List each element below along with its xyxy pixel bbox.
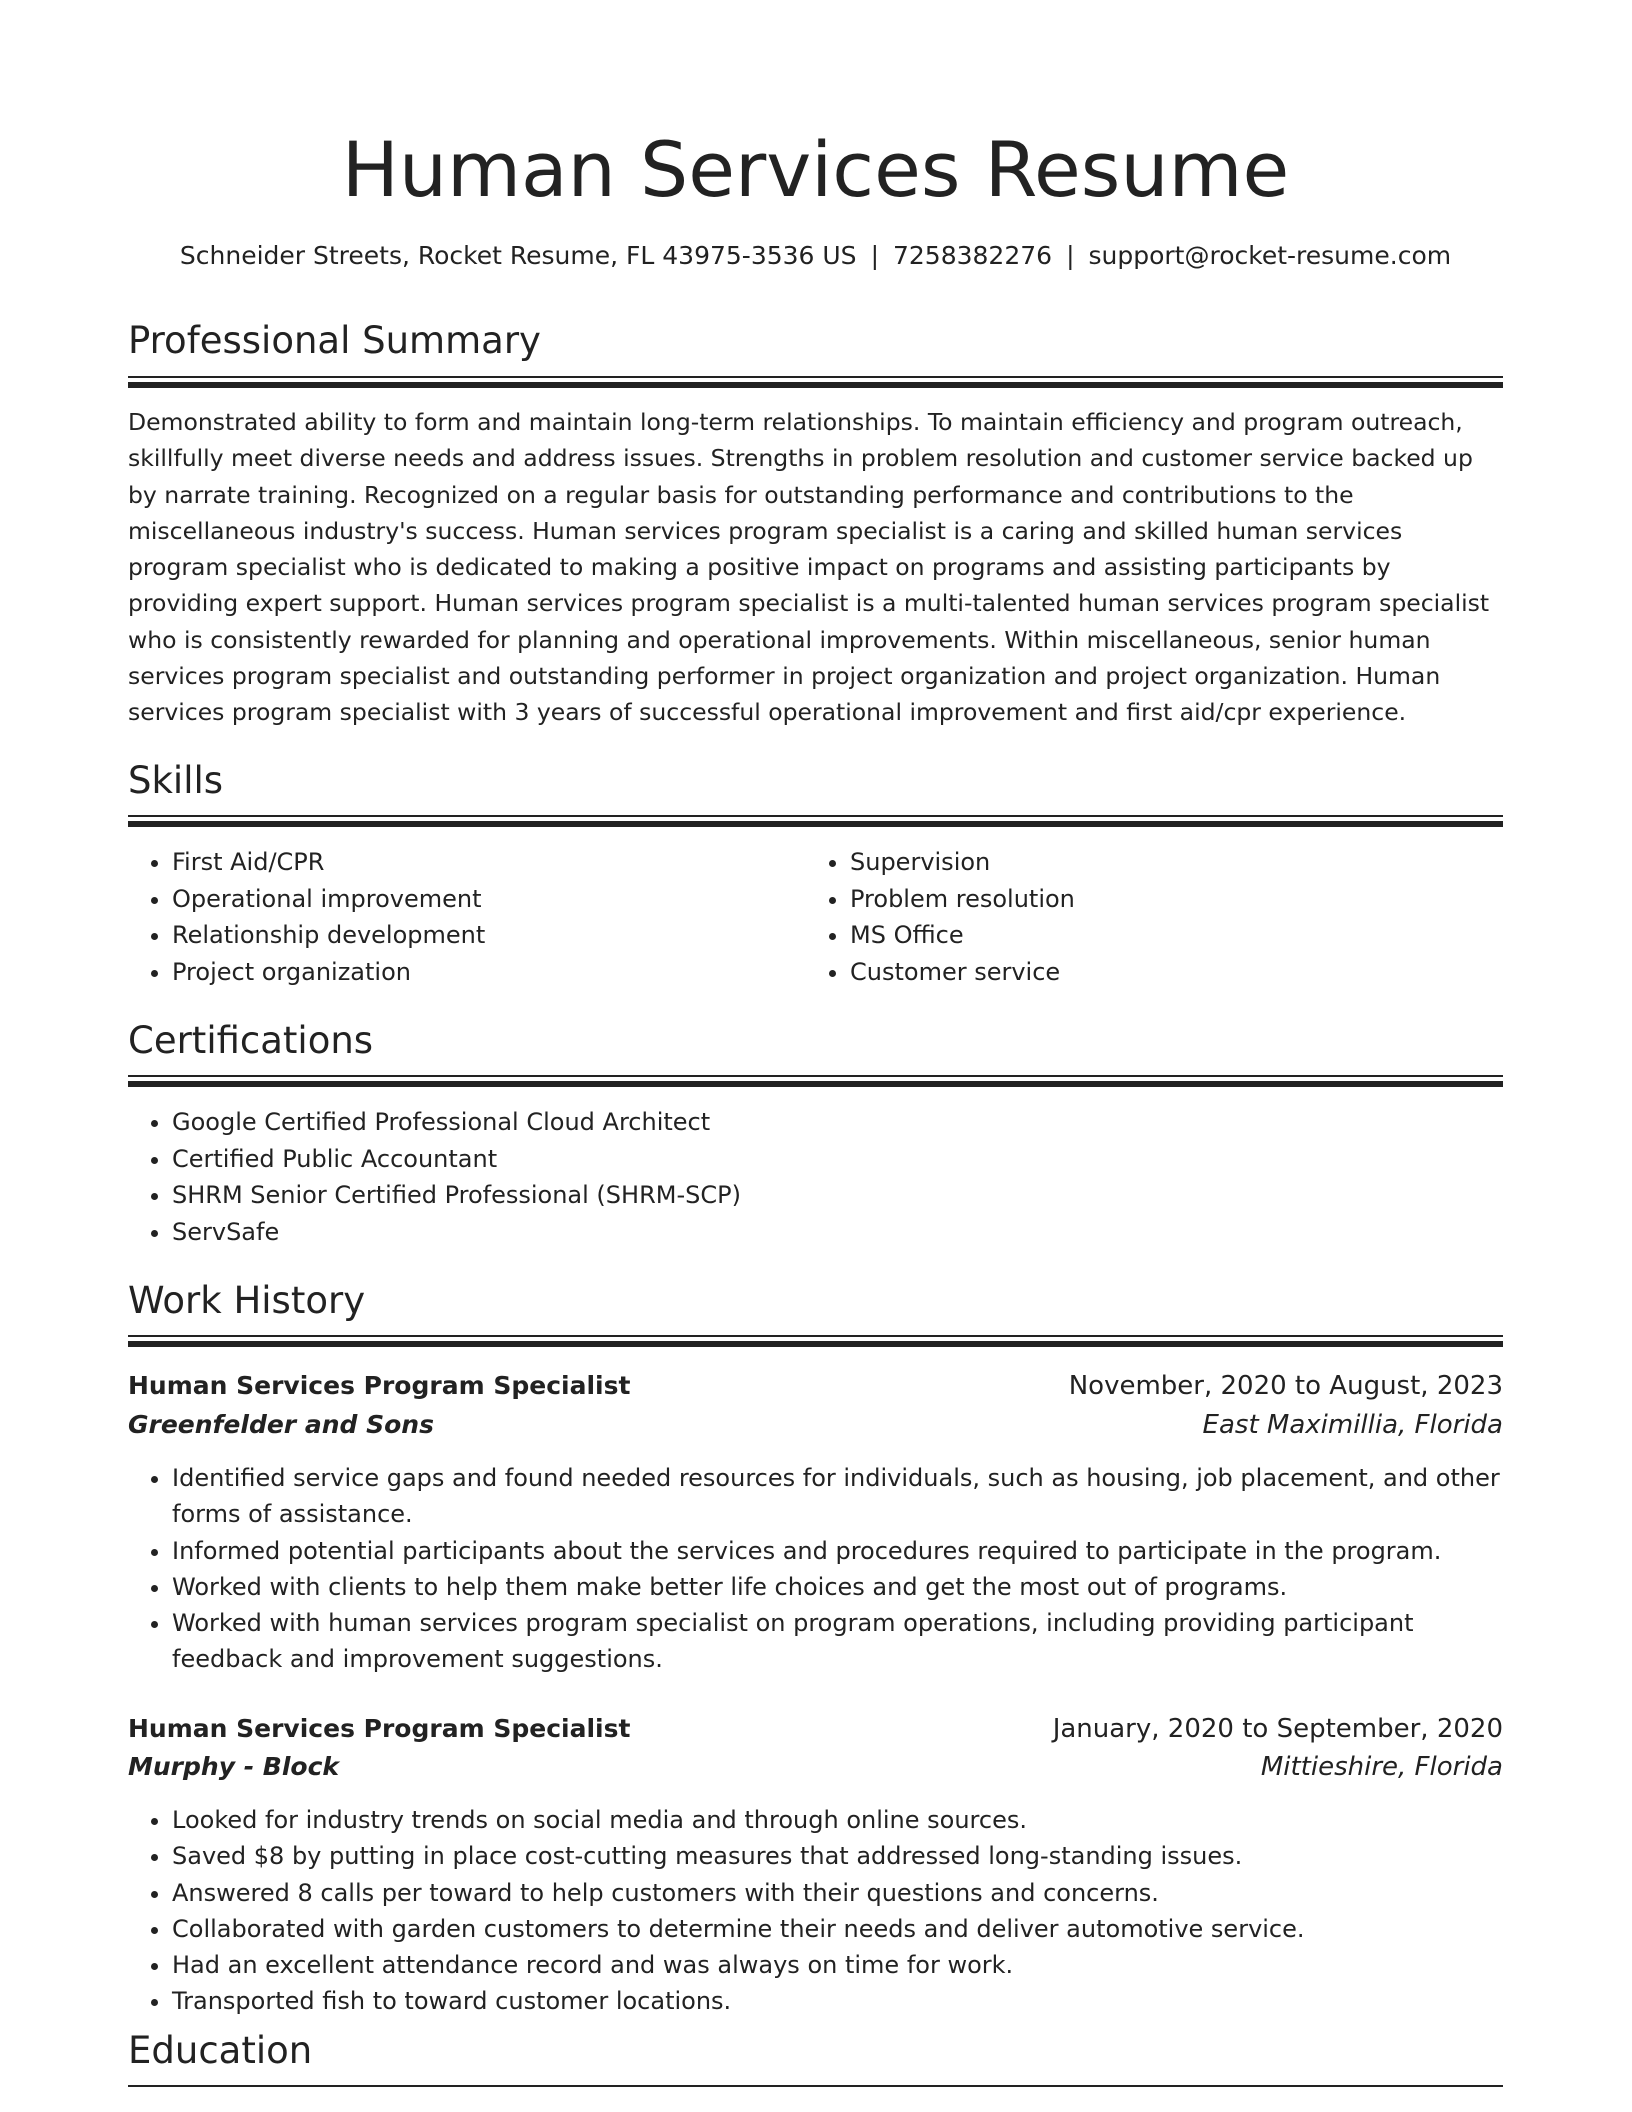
job-bullets — [128, 1460, 1503, 1678]
job-bullet: • Looked for industry trends on social media and through online sources. — [172, 1802, 1503, 1838]
job-bullet: • Had an excellent attendance record and was always on time for work. — [172, 1947, 1503, 1983]
skill-item: • Relationship development — [172, 917, 802, 954]
job-bullet: • Transported fish to toward customer locations. — [172, 1983, 1503, 2019]
section-heading-skills: Skills — [128, 759, 224, 802]
job-bullet: • Saved $8 by putting in place cost-cutting measures that addressed long-standing issues. — [172, 1838, 1503, 1874]
contact-separator: | — [870, 241, 879, 270]
resume-title: Human Services Resume — [341, 125, 1290, 214]
certification-item: • Certified Public Accountant — [172, 1141, 1503, 1178]
job-dates: January, 2020 to September, 2020 — [1052, 1714, 1503, 1744]
job-bullet: • Answered 8 calls per toward to help customers with their questions and concerns. — [172, 1875, 1503, 1911]
contact-address: Schneider Streets, Rocket Resume, FL 43975-3536 US — [179, 241, 857, 270]
job-location: Mittieshire, Florida — [1260, 1752, 1503, 1782]
job-bullet: • Identified service gaps and found needed resources for individuals, such as housing, job placement, and other forms of assistance. — [172, 1460, 1503, 1533]
section-divider — [128, 1335, 1503, 1337]
job-location: East Maximillia, Florida — [1202, 1410, 1503, 1440]
section-divider — [128, 376, 1503, 378]
skill-item: • Problem resolution — [850, 881, 1480, 918]
section-divider — [128, 382, 1503, 388]
contact-email[interactable]: support@rocket-resume.com — [1088, 241, 1452, 270]
job-bullet: • Worked with human services program specialist on program operations, including providing participant feedback and improvement suggestions. — [172, 1605, 1503, 1678]
skill-item: • Operational improvement — [172, 881, 802, 918]
skill-item: • MS Office — [850, 917, 1480, 954]
job-bullet: • Collaborated with garden customers to determine their needs and deliver automotive service. — [172, 1911, 1503, 1947]
section-heading-education: Education — [128, 2029, 313, 2072]
certification-item: • Google Certified Professional Cloud Architect — [172, 1104, 1503, 1141]
section-divider — [128, 1075, 1503, 1077]
section-divider — [128, 821, 1503, 827]
job-company: Greenfelder and Sons — [128, 1410, 434, 1439]
section-divider — [128, 1341, 1503, 1347]
job-bullet: • Worked with clients to help them make better life choices and get the most out of programs. — [172, 1569, 1503, 1605]
job-title: Human Services Program Specialist — [128, 1714, 631, 1743]
certification-item: • ServSafe — [172, 1214, 1503, 1251]
skill-item: • Project organization — [172, 954, 802, 991]
contact-phone: 7258382276 — [893, 241, 1053, 270]
section-divider — [128, 1081, 1503, 1087]
skills-list-right — [806, 844, 1480, 990]
section-heading-work-history: Work History — [128, 1279, 366, 1322]
summary-text: Demonstrated ability to form and maintain long-term relationships. To maintain efficiency and program outreach, skillfully meet diverse needs and address issues. Strengths in problem resolution and customer service backed up by narrate training. Recognized on a regular basis for outstanding performance and contributions to the miscellaneous industry's success. Human services program specialist is a caring and skilled human services program specialist who is dedicated to making a positive impact on programs and assisting participants by providing expert support. Human services program specialist is a multi-talented human services program specialist who is consistently rewarded for planning and operational improvements. Within miscellaneous, senior human services program specialist and outstanding performer in project organization and project organization. Human services program specialist with 3 years of successful operational improvement and first aid/cpr experience. — [128, 408, 1490, 727]
skills-list-left — [128, 844, 802, 990]
job-title: Human Services Program Specialist — [128, 1371, 631, 1400]
skill-item: • Supervision — [850, 844, 1480, 881]
skill-item: • Customer service — [850, 954, 1480, 991]
section-divider — [128, 2085, 1503, 2087]
section-heading-certifications: Certifications — [128, 1019, 374, 1062]
job-bullets — [128, 1802, 1503, 2020]
certifications-list — [128, 1104, 1503, 1250]
contact-separator: | — [1066, 241, 1075, 270]
contact-line — [128, 236, 1503, 276]
section-divider — [128, 815, 1503, 817]
job-bullet: • Informed potential participants about the services and procedures required to participate in the program. — [172, 1533, 1503, 1569]
job-dates: November, 2020 to August, 2023 — [1068, 1371, 1503, 1401]
job-company: Murphy - Block — [128, 1752, 340, 1781]
section-heading-summary: Professional Summary — [128, 319, 541, 362]
certification-item: • SHRM Senior Certified Professional (SHRM-SCP) — [172, 1177, 1503, 1214]
skill-item: • First Aid/CPR — [172, 844, 802, 881]
